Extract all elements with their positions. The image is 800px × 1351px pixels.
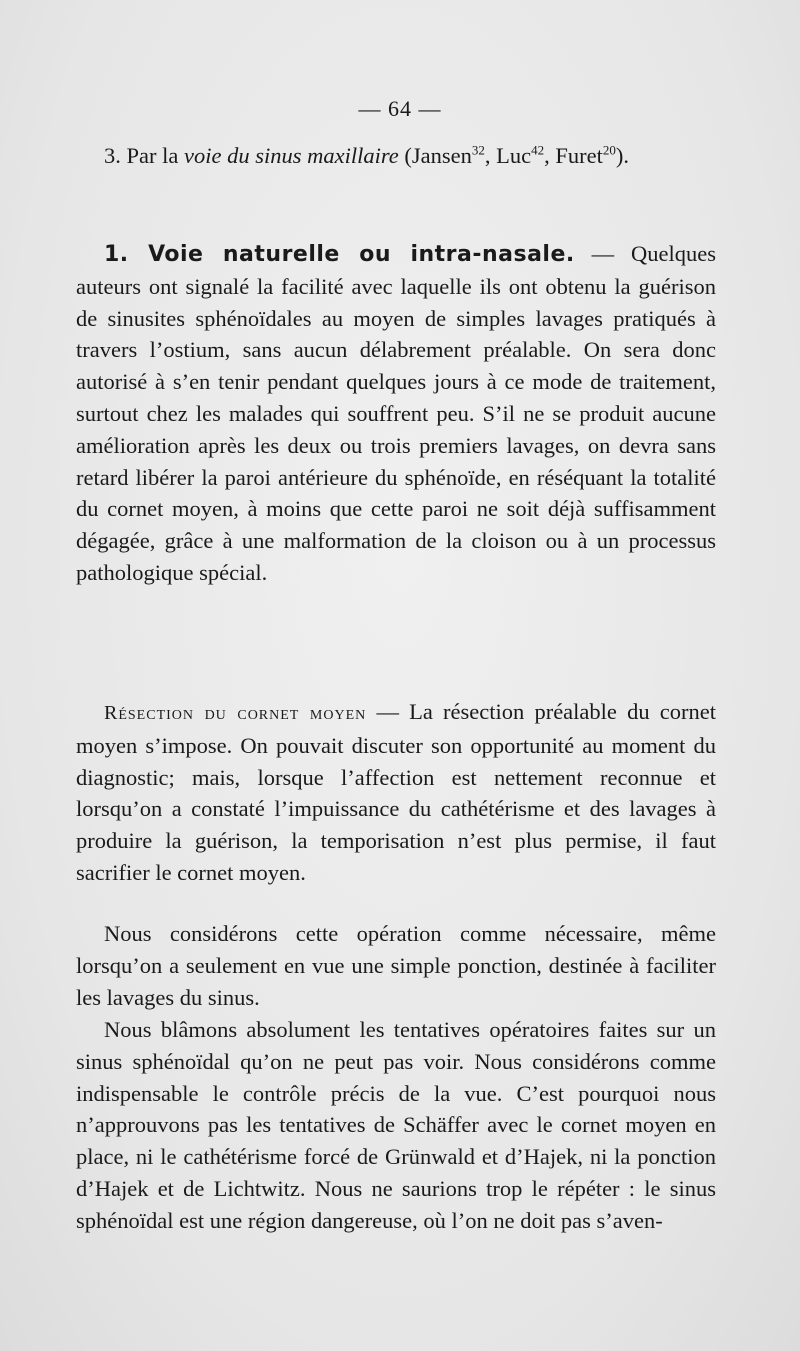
- p2-body: — Quelques auteurs ont signalé la facilité avec laquelle ils ont obtenu la guérison de sinusites sphénoïdales au moyen de simples lavages pratiqués à travers l’ostium, sans aucun délabrement préalable. On sera donc autorisé à s’en tenir pendant quelques jours à ce mode de traitement, surtout chez les malades qui souffrent peu. S’il ne se produit aucune amélioration après les deux ou trois premiers lavages, on devra sans retard libérer la paroi antérieure du sphénoïde, en réséquant la totalité du cornet moyen, à moins que cette paroi ne soit déjà suffisamment dégagée, grâce à une malformation de la cloison ou à un processus pathologique spécial.: [76, 241, 716, 585]
- paragraph-jansen-list: [76, 140, 716, 172]
- paragraph-considerons: [76, 918, 716, 1013]
- p5-body: Nous blâmons absolument les tentatives opératoires faites sur un sinus sphénoïdal qu’on ne peut pas voir. Nous considérons comme indispensable le contrôle précis de la vue. C’est pourquoi nous n’approuvons pas les tentatives de Schäffer avec le cornet moyen en place, ni le cathétérisme forcé de Grünwald et d’Hajek, ni la ponction d’Hajek et de Lichtwitz. Nous ne saurions trop le répéter : le sinus sphénoïdal est une région dangereuse, où l’on ne doit pas s’aven-: [76, 1017, 716, 1233]
- p1-mid2: , Furet: [544, 143, 603, 168]
- section-heading-voie-naturelle: 1. Voie naturelle ou intra-nasale.: [104, 242, 575, 267]
- ref-jansen: 32: [471, 142, 485, 158]
- paragraph-voie-naturelle: [76, 238, 716, 589]
- ref-luc: 42: [531, 142, 545, 158]
- p1-after-italic: (Jansen: [398, 143, 472, 168]
- p1-end: ).: [615, 143, 629, 168]
- page-number: — 64 —: [358, 96, 442, 121]
- section-heading-resection: Résection du cornet moyen: [104, 702, 367, 724]
- p1-mid1: , Luc: [484, 143, 532, 168]
- p1-italic: voie du sinus maxillaire: [183, 143, 399, 168]
- p3-body: — La résection préalable du cornet moyen s’impose. On pouvait discuter son opportunité au moment du diagnostic; mais, lorsque l’affection est nettement reconnue et lorsqu’on a constaté l’impuissance du cathétérisme et des lavages à produire la guérison, la temporisation n’est plus permise, il faut sacrifier le cornet moyen.: [76, 699, 716, 885]
- paragraph-resection: [76, 696, 716, 889]
- p1-lead: 3. Par la: [104, 143, 184, 168]
- ref-furet: 20: [602, 142, 616, 158]
- p4-body: Nous considérons cette opération comme nécessaire, même lorsqu’on a seulement en vue une simple ponction, destinée à faciliter les lavages du sinus.: [76, 921, 716, 1010]
- paragraph-blamons: [76, 1014, 716, 1237]
